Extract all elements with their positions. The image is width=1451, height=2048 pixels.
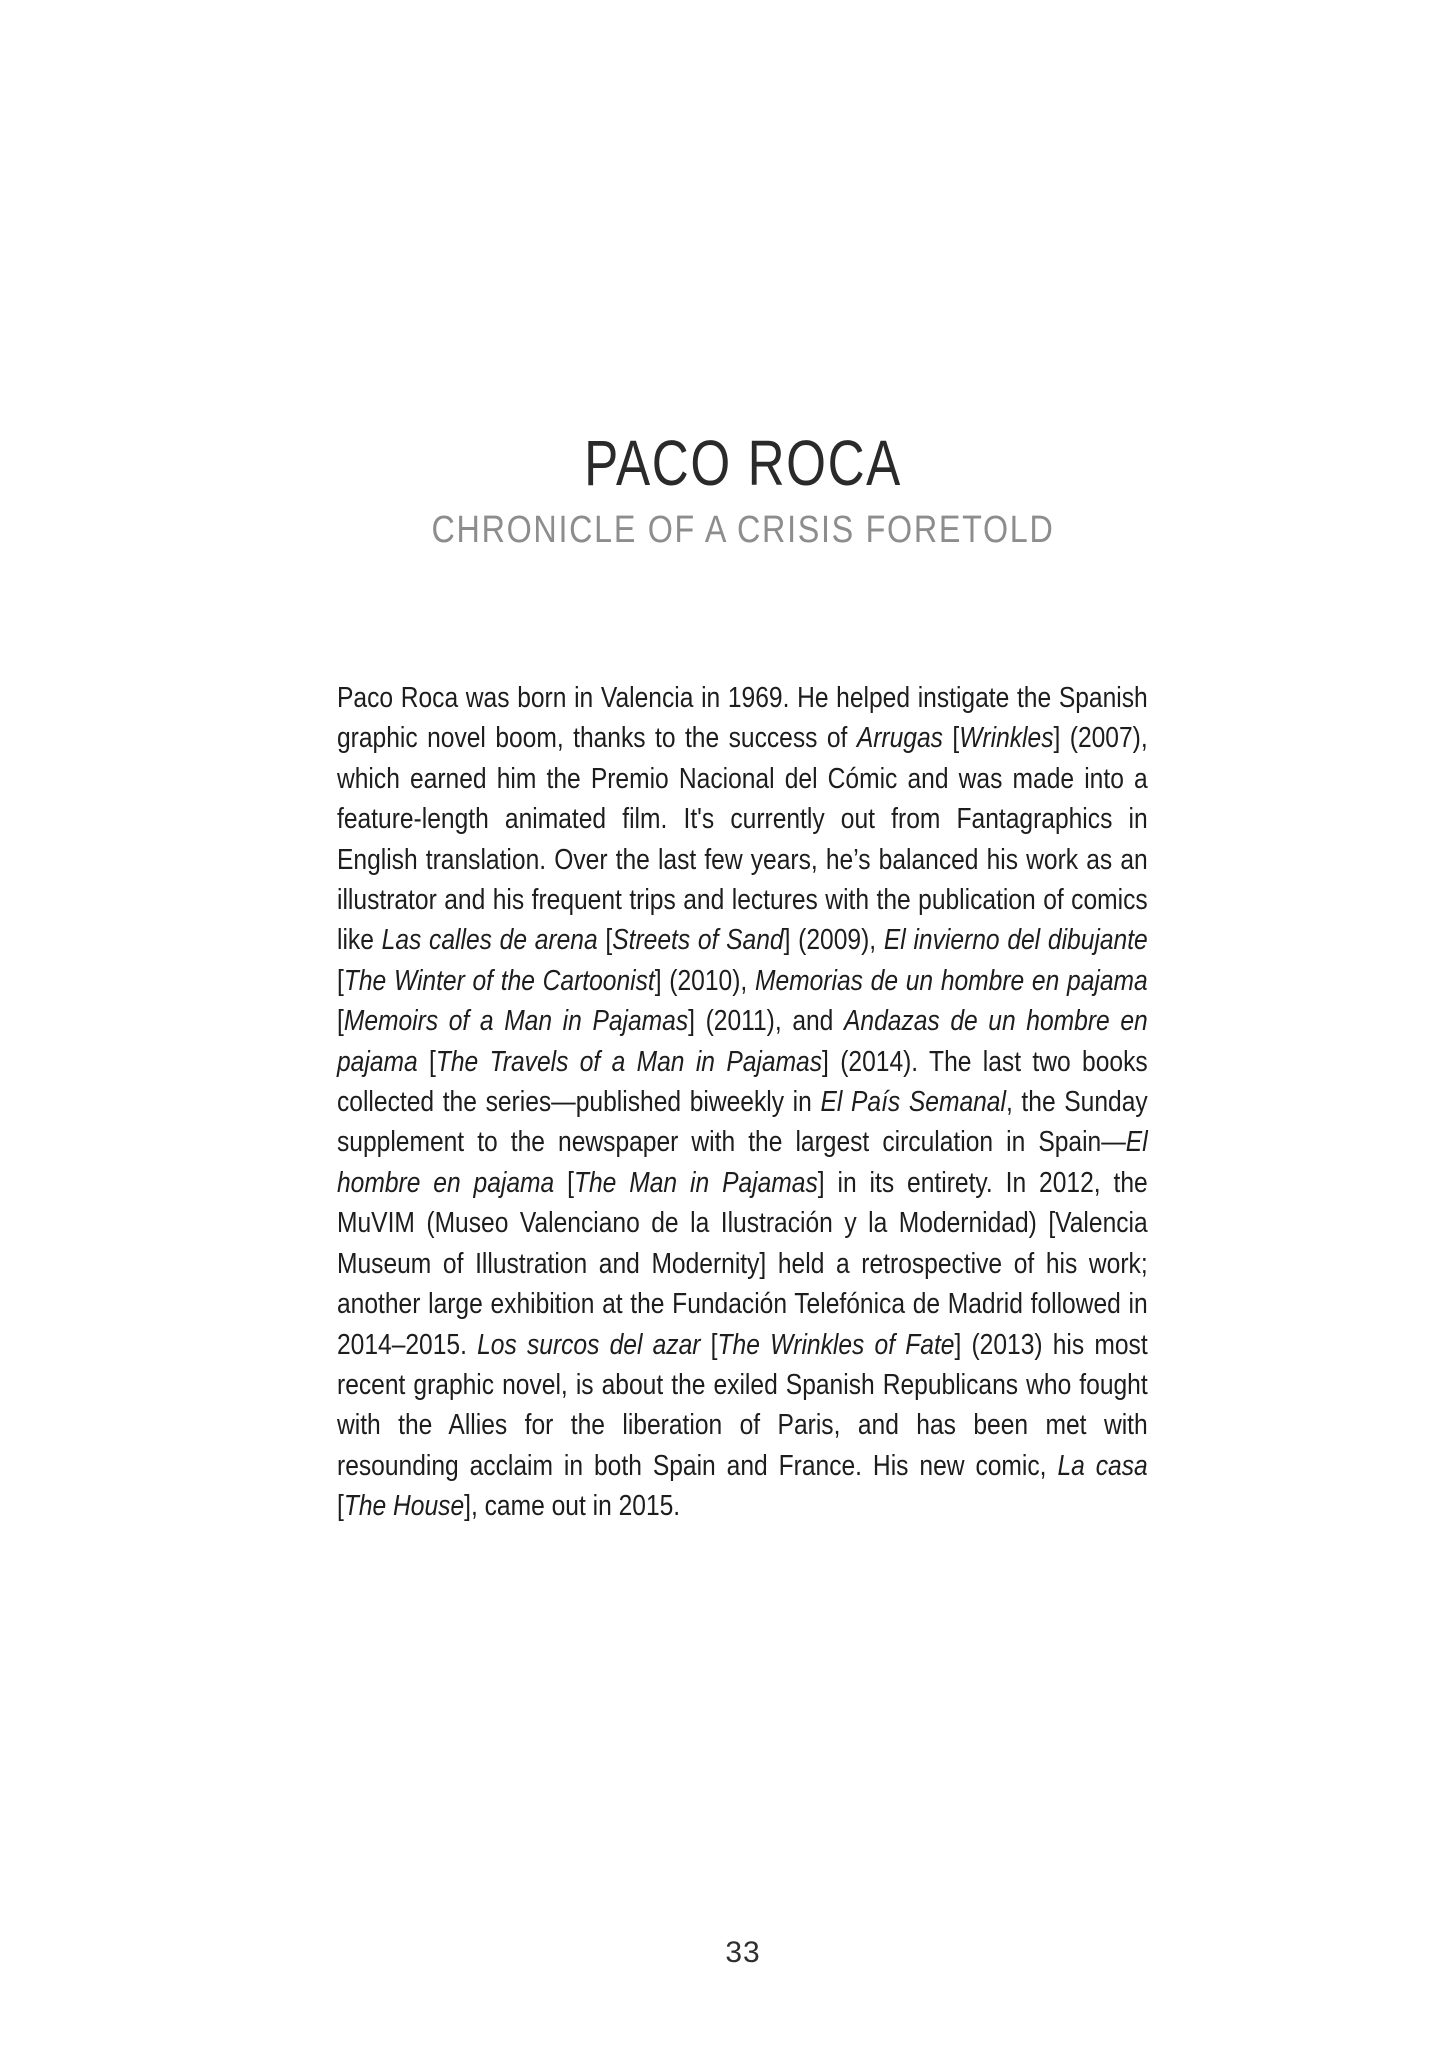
page-number: 33: [725, 1936, 761, 1969]
chapter-header: [337, 427, 1149, 552]
bio-paragraph: Paco Roca was born in Valencia in 1969. He helped instigate the Spanish graphic novel boom, thanks to the success of Arrugas [Wrinkles] (2007), which earned him the Premio Nacional del Cómic and was made into a feature-length animated film. It's currently out from Fantagraphics in English translation. Over the last few years, he’s balanced his work as an illustrator and his frequent trips and lectures with the publication of comics like Las calles de arena [Streets of Sand] (2009), El invierno del dibujante [The Winter of the Cartoonist] (2010), Memorias de un hombre en pajama [Memoirs of a Man in Pajamas] (2011), and Andazas de un hombre en pajama [The Travels of a Man in Pajamas] (2014). The last two books collected the series—published biweekly in El País Semanal, the Sunday supplement to the newspaper with the largest circulation in Spain—El hombre en pajama [The Man in Pajamas] in its entirety. In 2012, the MuVIM (Museo Valenciano de la Ilustración y la Modernidad) [Valencia Museum of Illustration and Modernity] held a retrospective of his work; another large exhibition at the Fundación Telefónica de Madrid followed in 2014–2015. Los surcos del azar [The Wrinkles of Fate] (2013) his most recent graphic novel, is about the exiled Spanish Republicans who fought with the Allies for the liberation of Paris, and has been met with resounding acclaim in both Spain and France. His new comic, La casa [The House], came out in 2015.: [337, 682, 1148, 1523]
page-subtitle: CHRONICLE OF A CRISIS FORETOLD: [431, 509, 1055, 552]
page-title: PACO ROCA: [584, 427, 902, 499]
